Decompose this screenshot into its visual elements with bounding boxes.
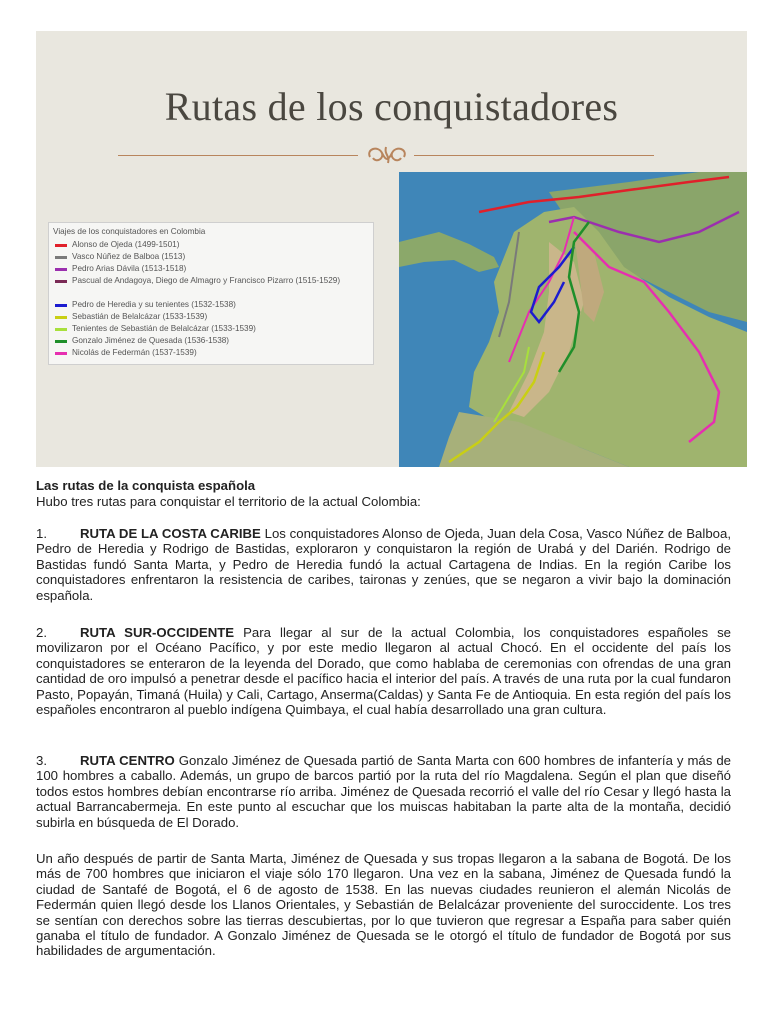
legend-label: Tenientes de Sebastián de Belalcázar (1533-1539) bbox=[72, 324, 256, 333]
document-intro: Hubo tres rutas para conquistar el territorio de la actual Colombia: bbox=[36, 494, 421, 509]
legend-label: Sebastián de Belalcázar (1533-1539) bbox=[72, 312, 208, 321]
legend-item bbox=[55, 252, 185, 261]
legend-item bbox=[55, 300, 236, 309]
legend-item bbox=[55, 348, 197, 357]
legend-label: Pedro Arias Dávila (1513-1518) bbox=[72, 264, 187, 273]
legend-item bbox=[55, 240, 179, 249]
route-number: 1. bbox=[36, 526, 47, 541]
legend-swatch bbox=[55, 256, 67, 259]
map-legend bbox=[48, 222, 374, 365]
legend-label: Nicolás de Federmán (1537-1539) bbox=[72, 348, 197, 357]
route-text: Los conquistadores Alonso de Ojeda, Juan dela Cosa, Vasco Núñez de Balboa, Pedro de Heredia y Rodrigo de Bastidas, exploraron y conquistaron la región de Urabá y del Darién. Rodrigo de Bastidas fundó Santa Marta, y Pedro de Heredia fundó la actual Cartagena de Indias. En la región Caribe los conquistadores enfrentaron la resistencia de caribes, taironas y zenúes, que se negaron a vivir bajo la dominación española. bbox=[36, 526, 731, 603]
legend-swatch bbox=[55, 328, 67, 331]
legend-swatch bbox=[55, 316, 67, 319]
route-paragraph-caribe bbox=[36, 526, 731, 603]
route-text: Para llegar al sur de la actual Colombia, los conquistadores españoles se movilizaron por el Océano Pacífico, y por este medio llegaron al actual Chocó. En el occidente del país los conquistadores se enteraron de la leyenda del Dorado, que como hablaba de ceremonias con ofrendas de una gran cantidad de oro impulsó a penetrar desde el pacífico hacia el interior del país. A través de una ruta por la cual fundaron Pasto, Popayán, Timaná (Huila) y Cali, Cartago, Anserma(Caldas) y Santa Fe de Antioquia. En esta región del país los españoles encontraron al pueblo indígena Quimbaya, el cual había desarrollado una gran cultura. bbox=[36, 625, 731, 718]
legend-item bbox=[55, 312, 207, 321]
legend-item bbox=[55, 264, 186, 273]
legend-swatch bbox=[55, 280, 67, 283]
legend-label: Pascual de Andagoya, Diego de Almagro y Francisco Pizarro (1515-1529) bbox=[72, 276, 341, 285]
route-paragraph-suroccidente bbox=[36, 625, 731, 717]
route-text: Gonzalo Jiménez de Quesada partió de Santa Marta con 600 hombres de infantería y más de 100 hombres a caballo. Además, un grupo de barcos partió por la ruta del río Magdalena. Según el plan que diseñó todos estos hombres debían encontrarse río arriba. Jiménez de Quesada recorrió el valle del río Cesar y llegó hasta la actual Barrancabermeja. En este punto al escuchar que los muiscas habitaban la parte alta de la montaña, decidió subirla en búsqueda de El Dorado. bbox=[36, 753, 731, 830]
flourish-ornament-icon bbox=[364, 141, 410, 169]
legend-title: Viajes de los conquistadores en Colombia bbox=[53, 227, 206, 236]
map-graphic bbox=[399, 172, 747, 467]
title-rule-right bbox=[414, 155, 654, 156]
legend-item bbox=[55, 336, 229, 345]
legend-swatch bbox=[55, 304, 67, 307]
closing-paragraph: Un año después de partir de Santa Marta, Jiménez de Quesada y sus tropas llegaron a la sabana de Bogotá. De los más de 700 hombres que iniciaron el viaje sólo 170 llegaron. Una vez en la sabana, Jiménez de Quesada fundó la ciudad de Santafé de Bogotá, el 6 de agosto de 1538. En las nuevas ciudades reunieron el alemán Nicolás de Federmán quien llegó desde los Llanos Orientales, y Sebastián de Belalcázar proveniente del suroccidente. Los tres se sentían con derechos sobre las tierras descubiertas, por lo que tuvieron que regresar a España para saber quién ganaba el título de fundador. A Gonzalo Jiménez de Quesada se le otorgó el título de fundador de Bogotá por sus habilidades de argumentación. bbox=[36, 851, 731, 959]
legend-label: Vasco Núñez de Balboa (1513) bbox=[72, 252, 186, 261]
legend-swatch bbox=[55, 352, 67, 355]
colombia-routes-map bbox=[399, 172, 747, 467]
legend-label: Pedro de Heredia y su tenientes (1532-1538) bbox=[72, 300, 236, 309]
legend-label: Alonso de Ojeda (1499-1501) bbox=[72, 240, 180, 249]
legend-item bbox=[55, 324, 256, 333]
route-title: RUTA SUR-OCCIDENTE bbox=[80, 625, 235, 640]
legend-item bbox=[55, 276, 367, 285]
route-title: RUTA DE LA COSTA CARIBE bbox=[80, 526, 261, 541]
title-rule-left bbox=[118, 155, 358, 156]
document-heading: Las rutas de la conquista española bbox=[36, 478, 256, 493]
route-title: RUTA CENTRO bbox=[80, 753, 175, 768]
route-paragraph-centro bbox=[36, 753, 731, 830]
legend-swatch bbox=[55, 244, 67, 247]
route-number: 3. bbox=[36, 753, 47, 768]
slide-title: Rutas de los conquistadores bbox=[164, 84, 619, 129]
route-number: 2. bbox=[36, 625, 47, 640]
legend-label: Gonzalo Jiménez de Quesada (1536-1538) bbox=[72, 336, 230, 345]
legend-swatch bbox=[55, 268, 67, 271]
slide-image bbox=[36, 31, 747, 467]
legend-swatch bbox=[55, 340, 67, 343]
